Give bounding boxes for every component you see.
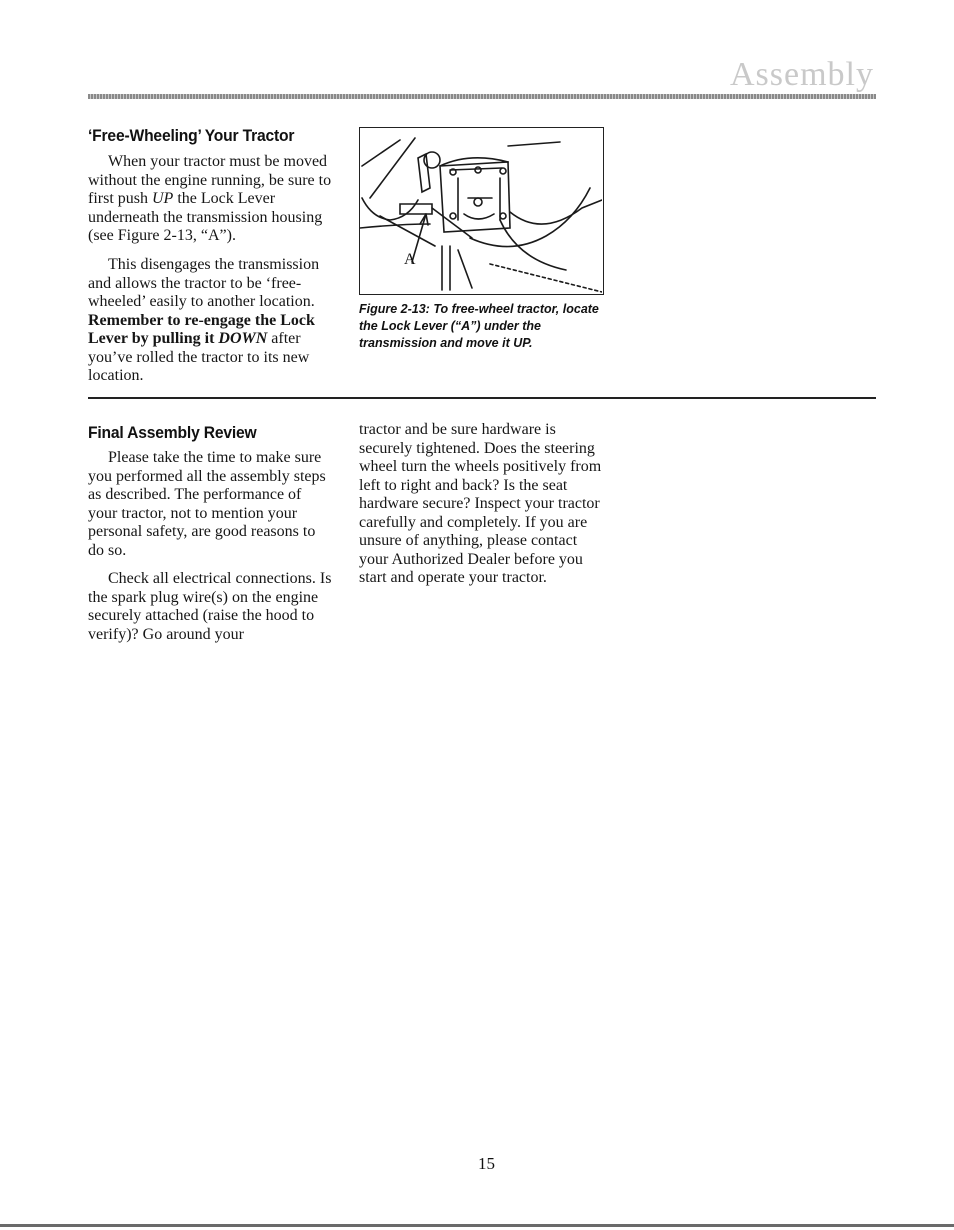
- free-wheeling-paragraph-2: [88, 256, 334, 386]
- emphasis-reengage: Remember to re-engage the Lock Lever by pulling it: [88, 311, 315, 347]
- text-run: This disengages the transmission and allows the tractor to be ‘free-wheeled’ easily to another location.: [88, 256, 320, 310]
- frame-rail-line: [370, 138, 415, 198]
- emphasis-down-italic: DOWN: [218, 330, 268, 347]
- text-run: When your tractor must be moved without the engine running, be sure to first push: [88, 153, 332, 207]
- figure-caption: Figure 2-13: To free-wheel tractor, locate the Lock Lever (“A”) under the transmission and move it UP.: [359, 302, 599, 350]
- housing-detail: [464, 214, 494, 219]
- lock-lever: [400, 204, 432, 214]
- rear-tire: [510, 200, 602, 224]
- emphasis-up: UP: [152, 190, 174, 207]
- housing-bolt: [450, 213, 456, 219]
- frame-rail-line: [362, 198, 418, 220]
- section-divider: [88, 397, 876, 399]
- final-review-paragraph-2: Check all electrical connections. Is the spark plug wire(s) on the engine securely attached (raise the hood to verify)? Go around your: [88, 570, 332, 643]
- final-review-paragraph-3: tractor and be sure hardware is securely tightened. Does the steering wheel turn the wheels positively from left to right and back? Is the seat hardware secure? Inspect your tractor carefully and completely. If you are unsure of anything, please contact your Authorized Dealer before you start and operate your tractor.: [359, 421, 602, 586]
- housing-bolt: [474, 198, 482, 206]
- top-edge-line: [508, 142, 560, 146]
- final-review-heading: Final Assembly Review: [88, 423, 257, 442]
- free-wheeling-heading: ‘Free-Wheeling’ Your Tractor: [88, 126, 295, 145]
- page-number: 15: [478, 1154, 495, 1173]
- figure-2-13: [359, 127, 604, 295]
- bottom-rule: [0, 1224, 954, 1227]
- header-rule: [88, 94, 876, 99]
- housing-bolt: [500, 168, 506, 174]
- text-run: the Lock Lever underneath the transmission housing (see Figure 2-13, “A”).: [88, 190, 323, 244]
- figure-label-a: A: [404, 251, 416, 268]
- emphasis-down: [218, 330, 267, 347]
- support-post: [458, 250, 472, 288]
- tire-tread: [490, 264, 602, 292]
- housing-bolt: [475, 167, 481, 173]
- housing-bolt: [500, 213, 506, 219]
- text-run: after you’ve rolled the tractor to its new location.: [88, 330, 310, 384]
- lock-lever-illustration: [360, 128, 602, 293]
- final-review-paragraph-1: Please take the time to make sure you performed all the assembly steps as described. The performance of your tractor, not to mention your personal safety, are good reasons to do so.: [88, 449, 326, 559]
- free-wheeling-paragraph-1: [88, 153, 334, 246]
- page-header-title: Assembly: [730, 56, 874, 93]
- frame-rail-line: [362, 140, 400, 166]
